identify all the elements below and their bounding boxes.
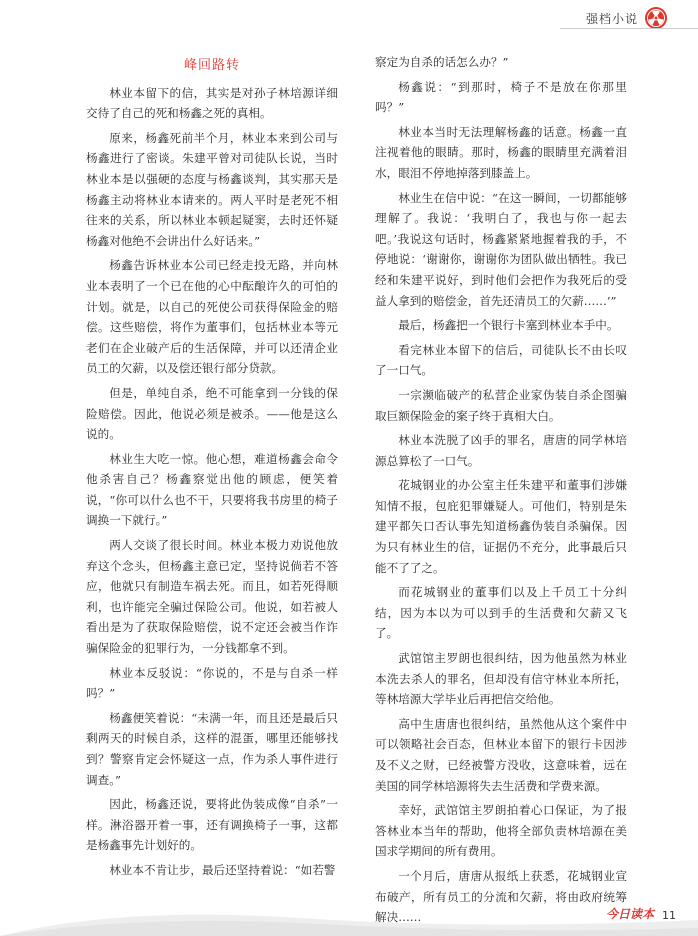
body-paragraph: 原来，杨鑫死前半个月，林业本来到公司与杨鑫进行了密谈。朱建平曾对司徒队长说，当时林业本是以强硬的态度与杨鑫谈判，其实那天是杨鑫主动将林业本请来的。两人平时是老死不相往来的关系，所以林业本顿起疑窦，去时还怀疑杨鑫对他绝不会讲出什么好话来。” — [86, 130, 338, 248]
body-paragraph: 林业本留下的信，其实是对孙子林培源详细交待了自己的死和杨鑫之死的真相。 — [86, 85, 338, 121]
body-paragraph: 杨鑫便笑着说：“未满一年，而且还是最后只剩两天的时候自杀，这样的混蛋，哪里还能够找到？警察肯定会怀疑这一点，作为杀人事件进行调查。” — [86, 710, 338, 787]
body-paragraph: 林业生大吃一惊。他心想，难道杨鑫会命令他杀害自己？杨鑫察觉出他的顾虑，便笑着说，“你可以什么也不干，只要将我书房里的椅子调换一下就行。” — [86, 451, 338, 528]
header-brand — [586, 6, 668, 30]
right-column — [375, 52, 627, 932]
body-paragraph: 因此，杨鑫还说，要将此伪装成像“自杀”一样。淋浴器开着一事，还有调换椅子一事，这都是杨鑫事先计划好的。 — [86, 797, 338, 853]
article-title: 峰回路转 — [183, 58, 240, 73]
left-column — [86, 56, 338, 885]
body-paragraph: 但是，单纯自杀，绝不可能拿到一分钱的保险赔偿。因此，他说必须是被杀。——他是这么说的。 — [86, 385, 338, 442]
body-paragraph: 幸好，武馆馆主罗朗拍着心口保证，为了报答林业本当年的帮助，他将全部负责林培源在美国求学期间的所有费用。 — [375, 803, 627, 859]
body-paragraph: 一宗濒临破产的私营企业家伪装自杀企图骗取巨额保险金的案子终于真相大白。 — [375, 387, 627, 423]
radiation-circle-icon — [644, 6, 668, 30]
section-label: 强档小说 — [585, 11, 638, 26]
footer-swoosh — [0, 896, 698, 936]
body-paragraph: 林业本不肯让步，最后还坚持着说：“如若警 — [109, 862, 336, 877]
body-paragraph: 林业本当时无法理解杨鑫的话意。杨鑫一直注视着他的眼睛。那时，杨鑫的眼睛里充满着泪水，眼泪不停地掉落到膝盖上。 — [375, 124, 627, 180]
body-paragraph: 花城钢业的办公室主任朱建平和董事们涉嫌知情不报，包庇犯罪嫌疑人。可他们，特别是朱建平都矢口否认事先知道杨鑫伪装自杀骗保。因为只有林业生的信，证据仍不充分，此事最后只能不了了之。 — [375, 478, 627, 575]
body-paragraph: 高中生唐唐也很纠结，虽然他从这个案件中可以领略社会百态，但林业本留下的银行卡因涉及不义之财，已经被警方没收，这意味着，远在美国的同学林培源将失去生活费和学费来源。 — [375, 716, 627, 793]
body-paragraph: 一个月后，唐唐从报纸上获悉，花城钢业宣布破产，所有员工的分流和欠薪，将由政府统筹解决…… — [375, 868, 627, 925]
body-paragraph: 武馆馆主罗朗也很纠结，因为他虽然为林业本洗去杀人的罪名，但却没有信守林业本所托，等林培源大学毕业后再把信交给他。 — [375, 651, 627, 707]
body-paragraph: 察定为自杀的话怎么办？” — [375, 55, 509, 69]
body-paragraph: 林业本反驳说：“你说的，不是与自杀一样吗？” — [86, 665, 338, 701]
footer-brand-logo: 今日读本 — [605, 907, 654, 921]
body-paragraph: 林业本洗脱了凶手的罪名，唐唐的同学林培源总算松了一口气。 — [375, 433, 627, 468]
body-paragraph: 杨鑫告诉林业本公司已经走投无路，并向林业本表明了一个已在他的心中酝酿许久的可怕的计划。就是，以自己的死使公司获得保险金的赔偿。这些赔偿，将作为董事们，包括林业本等元老们在企业破产后的生活保障，并可以还清企业员工的欠薪，以及偿还银行部分贷款。 — [86, 258, 338, 376]
body-paragraph: 杨鑫说：“到那时，椅子不是放在你那里吗？” — [375, 79, 627, 115]
body-paragraph: 林业生在信中说：“在这一瞬间，一切都能够理解了。我说：‘我明白了，我也与你一起去吧。’我说这句话时，杨鑫紧紧地握着我的手，不停地说：‘谢谢你，谢谢你为团队做出牺牲。我已经和朱建平说好，到时他们会把作为我死后的受益人拿到的赔偿金，首先还清员工的欠薪……’” — [375, 190, 627, 308]
body-paragraph: 最后，杨鑫把一个银行卡塞到林业本手中。 — [398, 318, 619, 333]
body-paragraph: 两人交谈了很长时间。林业本极力劝说他放弃这个念头，但杨鑫主意已定，坚持说倘若不答应，他就只有制造车祸去死。而且，如若死得顺利，也许能完全骗过保险公司。他说，如若被人看出是为了获取保险赔偿，说不定还会被当作诈骗保险金的犯罪行为，一分钱都拿不到。 — [86, 538, 338, 656]
body-paragraph: 而花城钢业的董事们以及上千员工十分纠结，因为本以为可以到手的生活费和欠薪又飞了。 — [375, 585, 627, 641]
body-paragraph: 看完林业本留下的信后，司徒队长不由长叹了一口气。 — [375, 342, 627, 378]
header-rule — [560, 28, 698, 29]
page-number: 11 — [662, 909, 676, 922]
